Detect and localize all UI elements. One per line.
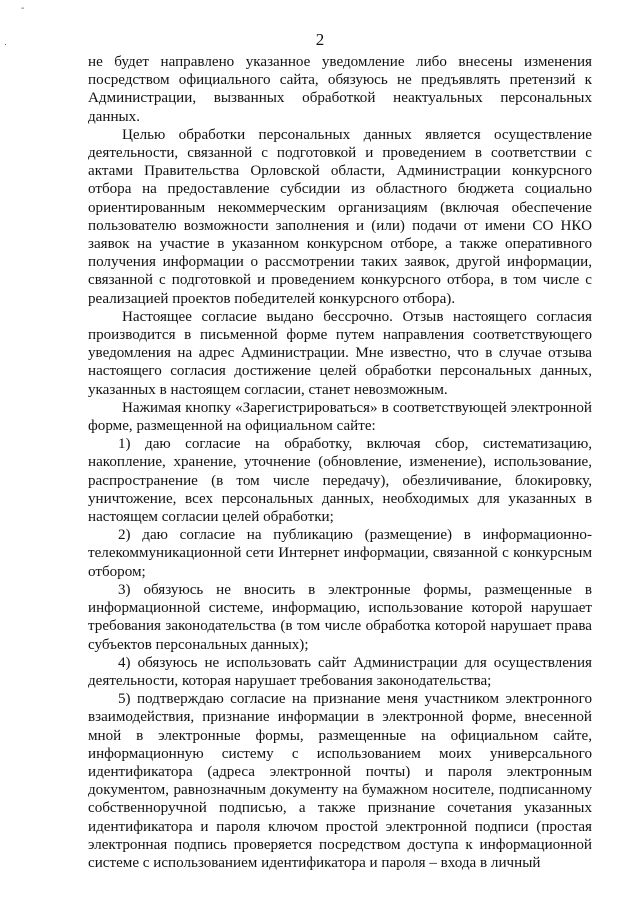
list-item-4: 4) обязуюсь не использовать сайт Администрации для осуществления деятельности, которая нарушает требования законодательства; — [88, 654, 592, 689]
list-item-1: 1) даю согласие на обработку, включая сбор, систематизацию, накопление, хранение, уточнение (обновление, изменение), использование, распространение (в том числе передачу), обезличивание, блокировку, уничтожение, всех персональных данных, необходимых для указанных в настоящем согласии целей обработки; — [88, 436, 592, 526]
paragraph-register-intro: Нажимая кнопку «Зарегистрироваться» в соответствующей электронной форме, размещенной на официальном сайте: — [88, 399, 592, 435]
paragraph-term: Настоящее согласие выдано бессрочно. Отзыв настоящего согласия производится в письменной форме путем направления соответствующего уведомления на адрес Администрации. Мне известно, что в случае отзыва настоящего согласия достижение целей обработки персональных данных, указанных в настоящем согласии, станет невозможным. — [88, 308, 592, 398]
list-item-3: 3) обязуюсь не вносить в электронные формы, размещенные в информационной системе, информацию, использование которой нарушает требования законодательства (в том числе обработка которой нарушает права субъектов персональных данных); — [88, 581, 592, 653]
paragraph-continuation: не будет направлено указанное уведомление либо внесены изменения посредством официального сайта, обязуюсь не предъявлять претензий к Администрации, вызванных обработкой неактуальных персональных данных. — [88, 54, 592, 125]
scan-mark: . — [4, 37, 7, 48]
scan-mark: - — [21, 3, 25, 14]
list-item-2: 2) даю согласие на публикацию (размещение) в информационно-телекоммуникационной сети Интернет информации, связанной с конкурсным отбором; — [88, 527, 592, 580]
list-item-5: 5) подтверждаю согласие на признание меня участником электронного взаимодействия, признание информации в электронной форме, внесенной мной в электронные формы, размещенные на официальном сайте, информационную систему с использованием моих универсального идентификатора (адреса электронной почты) и пароля электронным документом, равнозначным документу на бумажном носителе, подписанному собственноручной подписью, а также признание сочетания указанных идентификатора и пароля ключом простой электронной подписи (простая электронная подпись проверяется посредством доступа к информационной системе с использованием идентификатора и пароля – входа в личный — [88, 691, 592, 871]
paragraph-purpose: Целью обработки персональных данных является осуществление деятельности, связанной с подготовкой и проведением в соответствии с актами Правительства Орловской области, Администрации конкурсного отбора на предоставление субсидии из областного бюджета социально ориентированным некоммерческим организациям (включая обеспечение пользователю возможности заполнения и (или) подачи от имени СО НКО заявок на участие в указанном конкурсном отборе, а также оперативного получения информации о рассмотрении таких заявок, другой информации, связанной с подготовкой и проведением конкурсного отбора, в том числе с реализацией проектов победителей конкурсного отбора). — [88, 126, 592, 307]
page-number: 2 — [315, 30, 325, 49]
document-body — [88, 53, 592, 872]
